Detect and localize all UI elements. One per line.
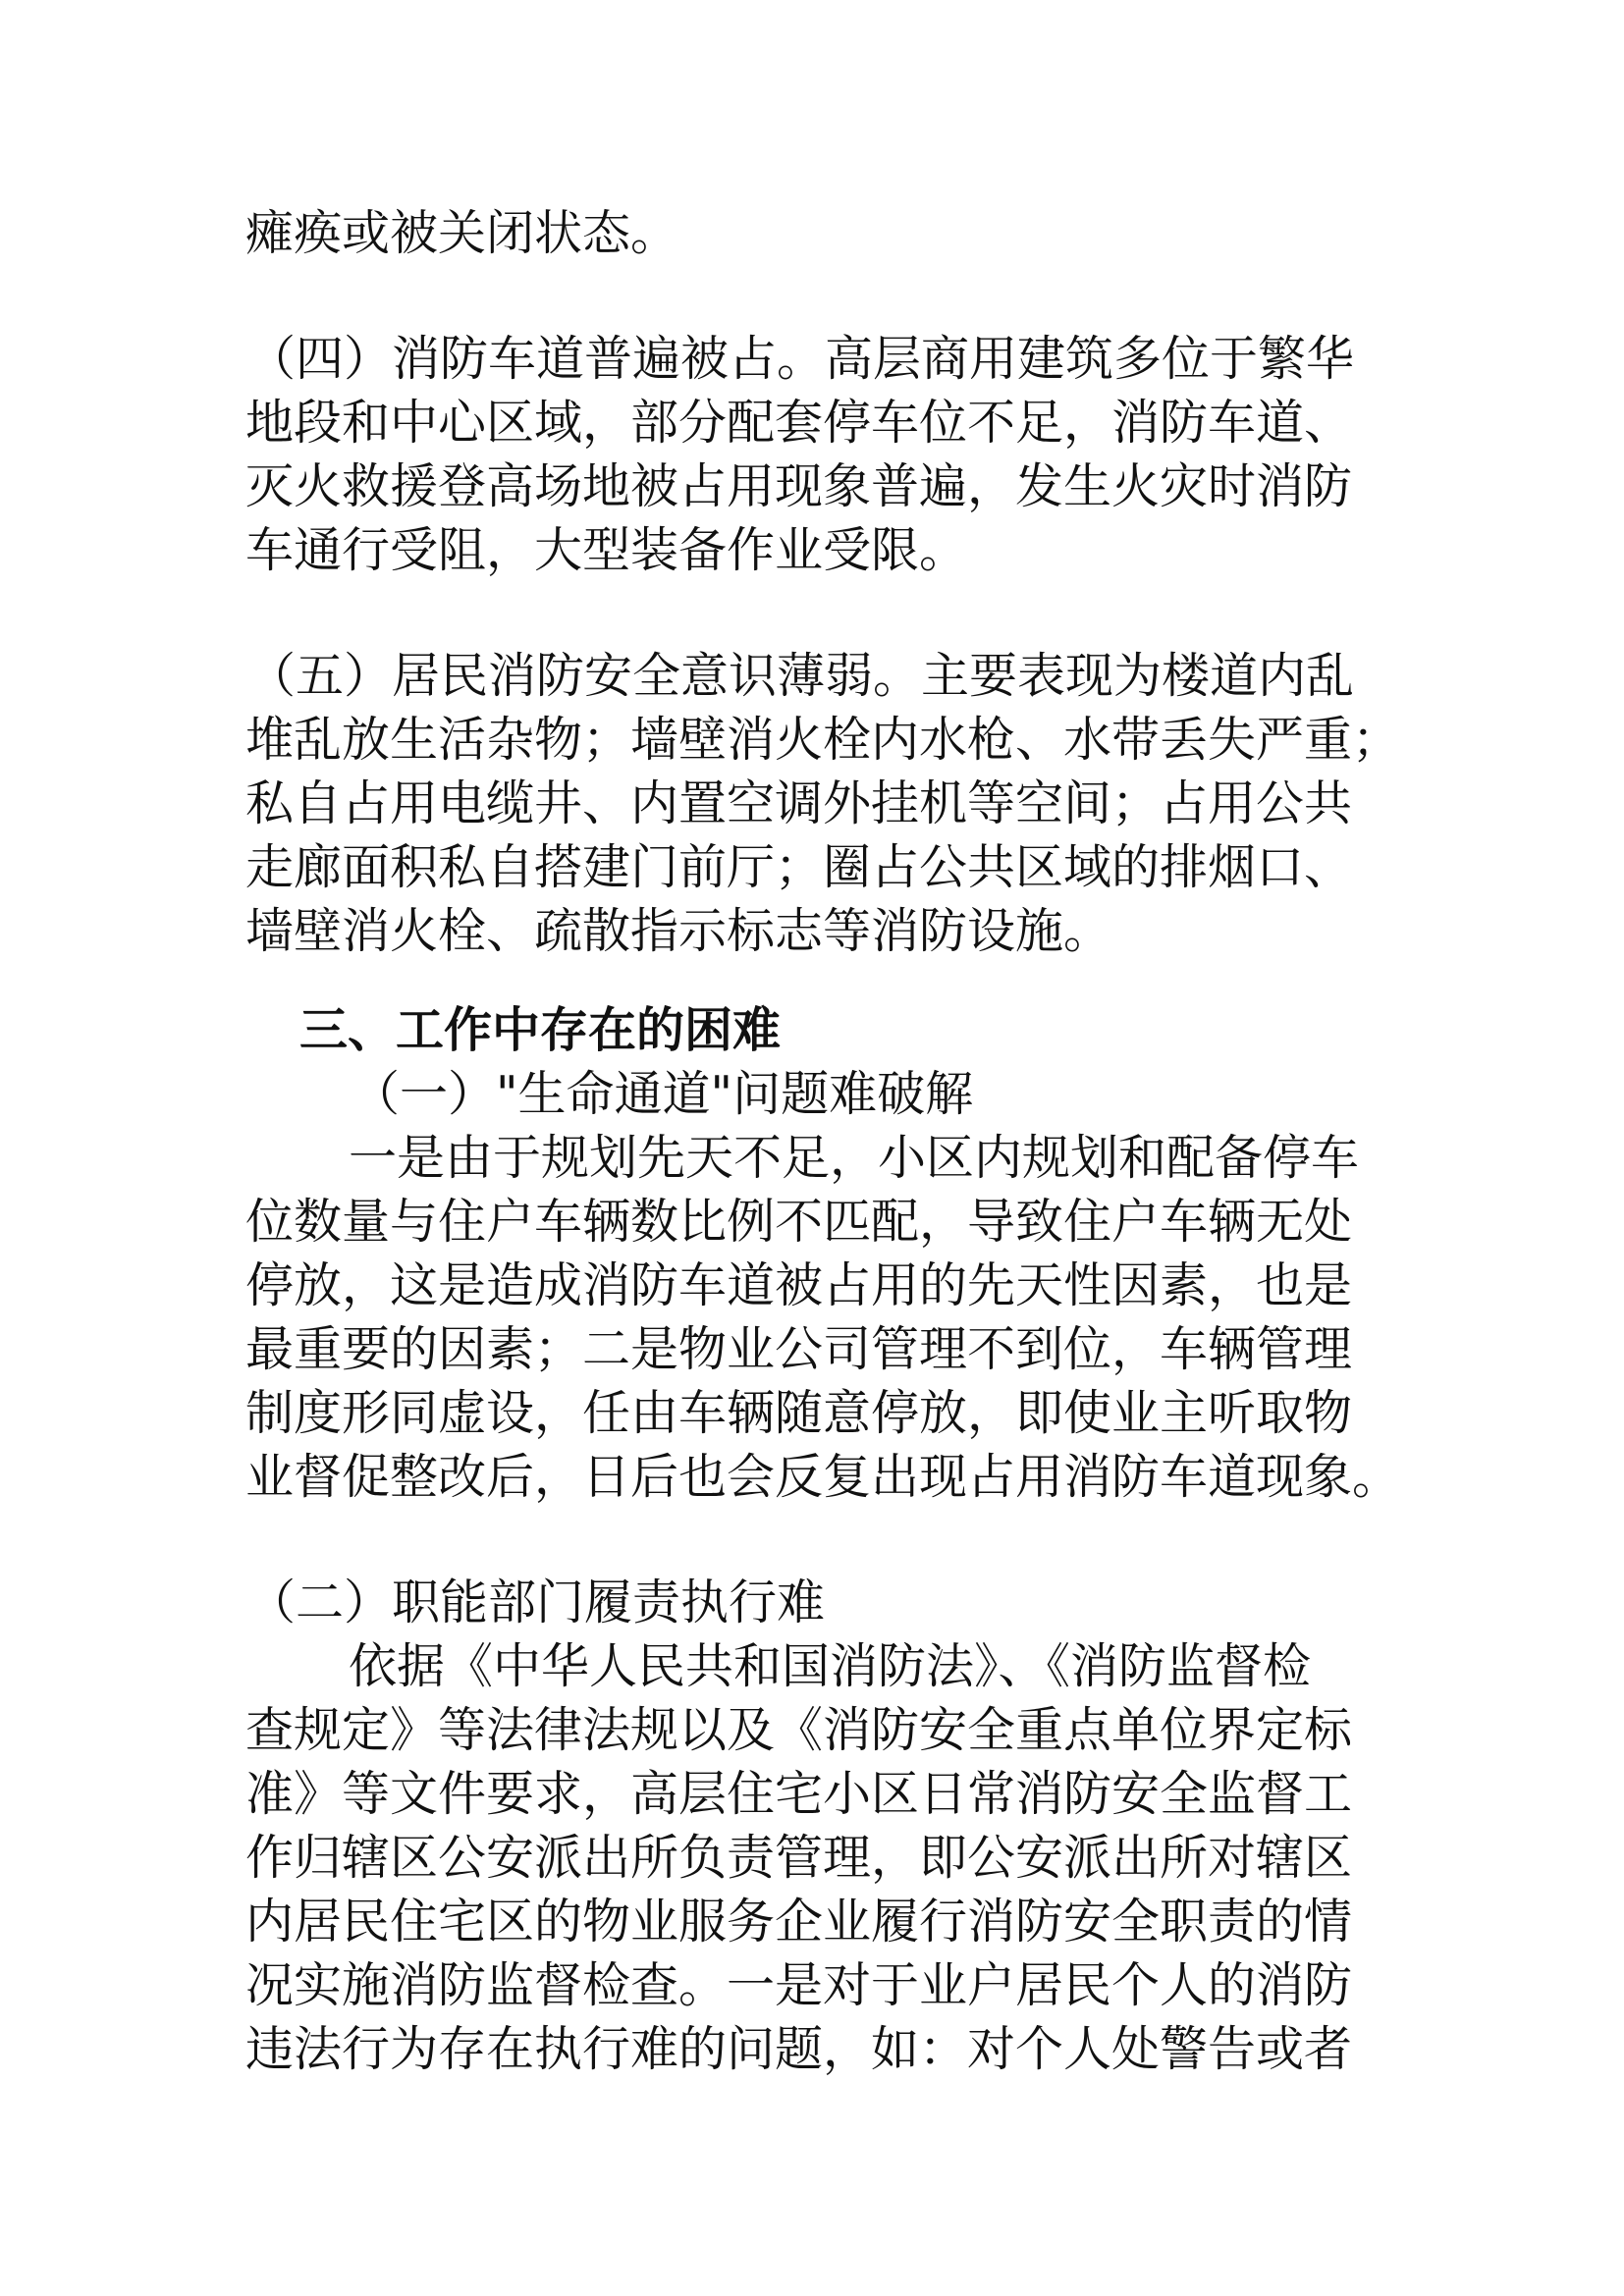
subsection-heading: （一）"生命通道"问题难破解 (352, 1066, 974, 1122)
body-line: 依据《中华人民共和国消防法》、《消防监督检 (349, 1638, 1312, 1694)
body-line: 业督促整改后，日后也会反复出现占用消防车道现象。 (245, 1449, 1401, 1505)
body-line: （四）消防车道普遍被占。高层商用建筑多位于繁华 (247, 331, 1355, 387)
body-line: 内居民住宅区的物业服务企业履行消防安全职责的情 (245, 1894, 1353, 1949)
body-line: 作归辖区公安派出所负责管理，即公安派出所对辖区 (245, 1830, 1353, 1886)
body-line: 查规定》等法律法规以及《消防安全重点单位界定标 (245, 1702, 1353, 1758)
body-line: 走廊面积私自搭建门前厅；圈占公共区域的排烟口、 (245, 839, 1353, 895)
body-line: 位数量与住户车辆数比例不匹配，导致住户车辆无处 (245, 1194, 1353, 1250)
body-line: 准》等文件要求，高层住宅小区日常消防安全监督工 (245, 1766, 1353, 1822)
body-line: 地段和中心区域，部分配套停车位不足，消防车道、 (245, 395, 1353, 451)
body-line: 一是由于规划先天不足，小区内规划和配备停车 (349, 1130, 1360, 1186)
subsection-heading: （二）职能部门履责执行难 (247, 1575, 826, 1630)
body-line: 停放，这是造成消防车道被占用的先天性因素，也是 (245, 1257, 1353, 1313)
body-line: 墙壁消火栓、疏散指示标志等消防设施。 (245, 903, 1112, 959)
body-line: 况实施消防监督检查。一是对于业户居民个人的消防 (245, 1957, 1353, 2013)
section-heading: 三、工作中存在的困难 (299, 1002, 782, 1058)
body-line: 堆乱放生活杂物；墙壁消火栓内水枪、水带丢失严重； (245, 712, 1401, 768)
body-line: 私自占用电缆井、内置空调外挂机等空间；占用公共 (245, 775, 1353, 831)
body-line: 制度形同虚设，任由车辆随意停放，即使业主听取物 (245, 1385, 1353, 1441)
body-line: （五）居民消防安全意识薄弱。主要表现为楼道内乱 (247, 648, 1355, 704)
body-line: 违法行为存在执行难的问题，如：对个人处警告或者 (245, 2021, 1353, 2077)
body-line: 车通行受阻，大型装备作业受限。 (245, 522, 968, 578)
body-line: 最重要的因素；二是物业公司管理不到位，车辆管理 (245, 1321, 1353, 1377)
body-line: 瘫痪或被关闭状态。 (245, 205, 679, 261)
body-line: 灭火救援登高场地被占用现象普遍，发生火灾时消防 (245, 458, 1353, 514)
